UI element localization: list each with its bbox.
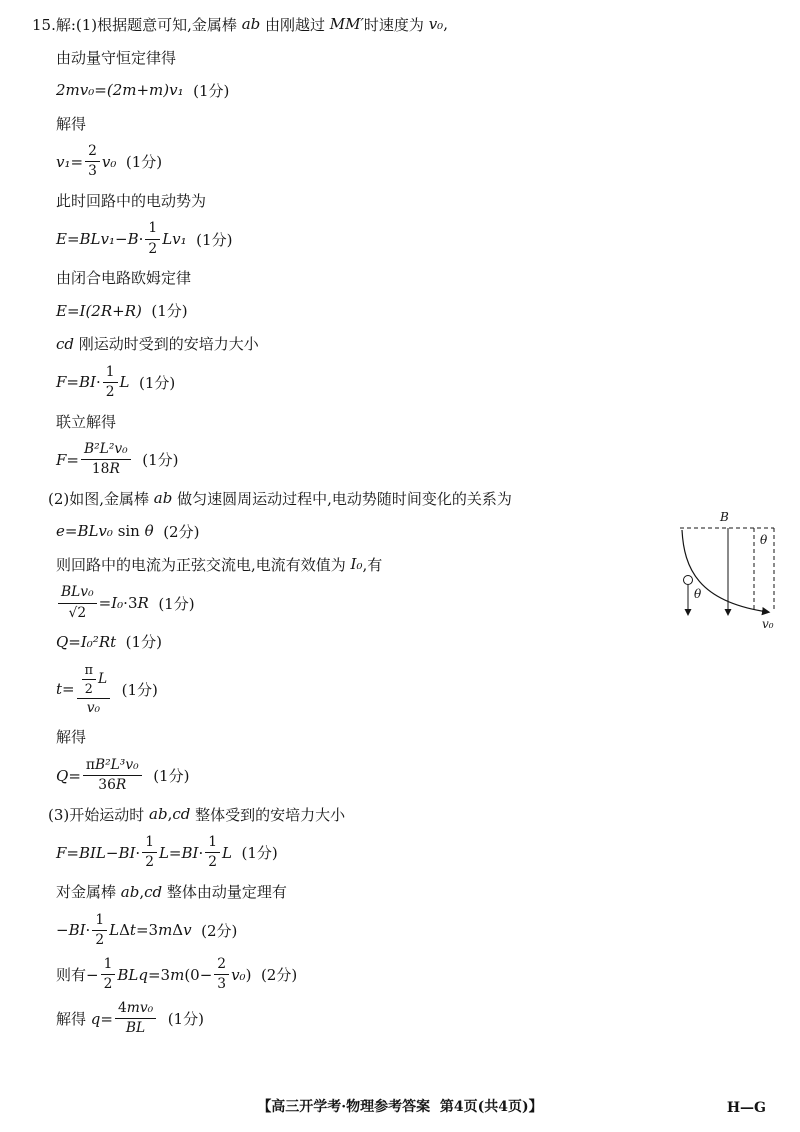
math-variable: t bbox=[56, 680, 63, 699]
text-run: (2)如图,金属棒 bbox=[48, 489, 154, 508]
answer-line bbox=[56, 45, 780, 69]
math-variable: B²L³v₀ bbox=[94, 756, 139, 773]
math-variable: R bbox=[137, 594, 149, 613]
text-run: 由刚越过 bbox=[260, 15, 330, 34]
text-run: √2 bbox=[68, 604, 87, 621]
math-variable: BLv₁ bbox=[79, 230, 116, 249]
text-run: = bbox=[94, 81, 107, 99]
math-variable: BL bbox=[125, 1020, 146, 1037]
theta-bead-label: θ bbox=[694, 587, 702, 601]
text-run: 时速度为 bbox=[363, 15, 429, 34]
text-run: 整体受到的安培力大小 bbox=[190, 805, 346, 824]
text-run: , bbox=[167, 805, 173, 824]
math-variable: 2mv₀ bbox=[56, 81, 95, 99]
math-variable: MM′ bbox=[329, 15, 364, 33]
math-variable: L bbox=[119, 373, 130, 392]
text-run: = bbox=[68, 766, 81, 785]
text-run: ,有 bbox=[362, 555, 383, 574]
text-run: 对金属棒 bbox=[56, 883, 121, 902]
text-run: 2 bbox=[217, 955, 227, 972]
answer-line bbox=[48, 802, 780, 826]
text-run: 3 bbox=[217, 976, 227, 993]
text-run: 则有− bbox=[56, 966, 99, 985]
math-variable: E=I(2R+R) bbox=[56, 301, 142, 320]
text-run: (1分) bbox=[186, 230, 233, 249]
text-run: 1 bbox=[148, 220, 158, 237]
math-variable: v₁ bbox=[56, 152, 71, 171]
circular-motion-diagram bbox=[676, 510, 780, 634]
math-variable: I₀ bbox=[111, 594, 124, 613]
fraction bbox=[115, 1001, 156, 1036]
math-variable: F=BIL−BI bbox=[56, 843, 136, 862]
text-run: , bbox=[139, 882, 145, 901]
math-variable: mv₀ bbox=[126, 1000, 154, 1017]
math-variable: L=BI bbox=[158, 843, 199, 862]
math-variable: v₀ bbox=[231, 965, 246, 984]
fraction bbox=[103, 365, 118, 400]
math-variable: cd bbox=[56, 334, 75, 353]
text-run: (1分) bbox=[158, 1010, 204, 1029]
text-run: (1分) bbox=[148, 594, 195, 613]
fraction bbox=[58, 585, 97, 620]
answer-line bbox=[32, 12, 780, 36]
text-run: 2 bbox=[105, 383, 115, 400]
text-run: 3 bbox=[88, 163, 97, 180]
math-variable: cd bbox=[172, 805, 191, 824]
text-run: (1分) bbox=[132, 451, 179, 470]
text-run: 1 bbox=[105, 363, 115, 380]
math-variable: L bbox=[222, 843, 232, 862]
math-variable: BI bbox=[68, 921, 86, 940]
answer-lines bbox=[32, 12, 780, 1046]
text-run: 2 bbox=[145, 854, 154, 871]
text-run: 2 bbox=[95, 931, 105, 948]
text-run: 整体由动量定理有 bbox=[162, 883, 287, 902]
answer-line bbox=[56, 725, 780, 749]
text-run: π bbox=[84, 661, 93, 677]
math-variable: E bbox=[56, 230, 67, 249]
text-run: = bbox=[70, 152, 84, 171]
text-run: 2 bbox=[88, 143, 97, 159]
math-variable: cd bbox=[144, 882, 163, 901]
math-variable: v₀ bbox=[428, 15, 444, 33]
math-variable: F=BI bbox=[56, 373, 96, 392]
math-variable: R bbox=[115, 777, 127, 793]
answer-line bbox=[56, 266, 780, 290]
text-run: 2 bbox=[208, 854, 218, 871]
text-run: , bbox=[443, 15, 448, 33]
math-variable: (2m+m)v₁ bbox=[106, 81, 184, 99]
text-run: (1分) bbox=[143, 767, 190, 785]
answer-line bbox=[56, 630, 780, 654]
text-run: (1分) bbox=[116, 153, 163, 172]
text-run: ) (2分) bbox=[245, 966, 298, 985]
text-run: 由动量守恒定律得 bbox=[56, 48, 177, 67]
math-variable: L bbox=[97, 670, 108, 687]
fraction bbox=[205, 835, 220, 870]
answer-line bbox=[56, 663, 780, 716]
math-variable: Q=I₀²Rt bbox=[56, 632, 117, 651]
text-run: 4 bbox=[117, 1000, 127, 1017]
text-run: 2 bbox=[84, 680, 93, 696]
text-run: 做匀速圆周运动过程中,电动势随时间变化的关系为 bbox=[172, 489, 512, 508]
text-run: (1分) bbox=[141, 302, 188, 321]
text-run: · bbox=[85, 921, 91, 940]
math-variable: R bbox=[109, 461, 120, 478]
text-run: 1 bbox=[95, 911, 105, 928]
text-run: (1分) bbox=[183, 81, 230, 100]
math-variable: ab bbox=[241, 15, 261, 33]
math-variable: t bbox=[129, 921, 136, 940]
theta-top-label: θ bbox=[760, 533, 768, 547]
math-variable: ab bbox=[153, 489, 173, 508]
math-variable: L bbox=[109, 921, 120, 940]
text-run: (3)开始运动时 bbox=[48, 805, 150, 824]
text-run: (1分) bbox=[116, 633, 162, 652]
text-run: 此时回路中的电动势为 bbox=[56, 191, 207, 210]
math-variable: v₀ bbox=[101, 152, 117, 171]
fraction bbox=[214, 957, 229, 992]
text-run: (1分) bbox=[231, 844, 278, 863]
fraction bbox=[101, 957, 116, 992]
fraction bbox=[81, 442, 131, 477]
answer-line bbox=[56, 913, 780, 948]
answer-line bbox=[56, 835, 780, 870]
math-variable: Lv₁ bbox=[162, 230, 187, 249]
text-run: = bbox=[66, 450, 79, 469]
math-variable: BLq bbox=[117, 965, 148, 984]
answer-line bbox=[56, 758, 780, 793]
math-variable: ab bbox=[149, 805, 168, 824]
text-run: − bbox=[56, 921, 69, 940]
answer-line bbox=[56, 78, 780, 102]
answer-line bbox=[56, 111, 780, 135]
text-run: (2分) bbox=[191, 921, 238, 940]
fraction bbox=[145, 221, 160, 256]
answer-line bbox=[56, 585, 780, 620]
answer-line bbox=[56, 409, 780, 433]
answer-line bbox=[56, 188, 780, 212]
text-run: · bbox=[95, 373, 101, 392]
text-run: π bbox=[85, 756, 95, 773]
answer-line bbox=[56, 552, 780, 576]
text-run: Δ bbox=[119, 921, 130, 940]
text-run: sin bbox=[112, 522, 145, 541]
text-run: · bbox=[135, 843, 141, 862]
answer-line bbox=[48, 486, 780, 510]
math-variable: BLv₀ bbox=[61, 584, 94, 601]
text-run: = bbox=[62, 680, 75, 699]
footer-title: 【高三开学考·物理参考答案 第4页(共4页)】 bbox=[257, 1099, 543, 1115]
math-variable: ab bbox=[120, 882, 140, 901]
footer-code: H—G bbox=[726, 1100, 766, 1116]
text-run: 15.解:(1)根据题意可知,金属棒 bbox=[32, 15, 242, 34]
fraction bbox=[142, 835, 157, 870]
text-run: Δ bbox=[172, 921, 184, 940]
text-run: 联立解得 bbox=[56, 412, 117, 431]
answer-line bbox=[56, 1001, 780, 1036]
answer-line bbox=[56, 365, 780, 400]
text-run: ·3 bbox=[123, 594, 138, 613]
answer-line bbox=[56, 144, 780, 179]
fraction bbox=[85, 144, 100, 179]
fraction bbox=[92, 913, 107, 948]
text-run: 则回路中的电流为正弦交流电,电流有效值为 bbox=[56, 555, 351, 574]
math-variable: I₀ bbox=[350, 555, 363, 574]
text-run: 解得 bbox=[56, 728, 87, 747]
text-run: (2分) bbox=[153, 522, 200, 541]
math-variable: v₀ bbox=[86, 699, 101, 716]
rod-bead bbox=[684, 576, 693, 585]
text-run: = bbox=[98, 594, 112, 613]
answer-line bbox=[56, 957, 780, 992]
math-variable: v bbox=[183, 921, 192, 940]
text-run: 36 bbox=[98, 777, 116, 793]
math-variable: B²L²v₀ bbox=[84, 441, 128, 458]
text-run: 2 bbox=[148, 240, 158, 257]
text-run: 2 bbox=[103, 976, 113, 993]
text-run: (1分) bbox=[129, 373, 176, 392]
text-run: − bbox=[115, 230, 128, 249]
fraction bbox=[82, 663, 96, 696]
answer-line bbox=[56, 442, 780, 477]
text-run: =3 bbox=[135, 921, 159, 940]
text-run: 解得 bbox=[56, 1010, 91, 1029]
b-field-label: B bbox=[720, 510, 729, 524]
math-variable: B bbox=[127, 230, 139, 249]
text-run: 解得 bbox=[56, 114, 87, 133]
text-run: 1 bbox=[208, 834, 218, 851]
text-run: (1分) bbox=[112, 680, 158, 699]
text-run: 18 bbox=[91, 461, 110, 478]
answer-line bbox=[56, 299, 780, 323]
math-variable: F bbox=[56, 450, 67, 469]
math-variable: Q bbox=[56, 766, 69, 785]
answer-line bbox=[56, 519, 780, 543]
text-run: =3 bbox=[147, 965, 171, 984]
text-run: = bbox=[100, 1009, 113, 1028]
text-run: = bbox=[66, 230, 80, 249]
v0-velocity-label: v₀ bbox=[762, 617, 774, 631]
text-run: 由闭合电路欧姆定律 bbox=[56, 269, 192, 288]
text-run: (0− bbox=[184, 965, 213, 984]
math-variable: e=BLv₀ bbox=[56, 522, 113, 541]
text-run: 刚运动时受到的安培力大小 bbox=[74, 335, 259, 354]
math-variable: m bbox=[170, 965, 185, 984]
text-run: 1 bbox=[145, 834, 154, 851]
answer-line bbox=[56, 221, 780, 256]
text-run: · bbox=[138, 230, 144, 249]
math-variable: θ bbox=[144, 522, 154, 541]
fraction bbox=[77, 663, 111, 716]
answer-line bbox=[56, 880, 780, 904]
fraction bbox=[83, 758, 142, 793]
math-variable: m bbox=[158, 921, 173, 940]
text-run: · bbox=[198, 843, 204, 862]
math-variable: q bbox=[90, 1009, 101, 1028]
answer-line bbox=[56, 332, 780, 356]
text-run: 1 bbox=[103, 955, 113, 972]
